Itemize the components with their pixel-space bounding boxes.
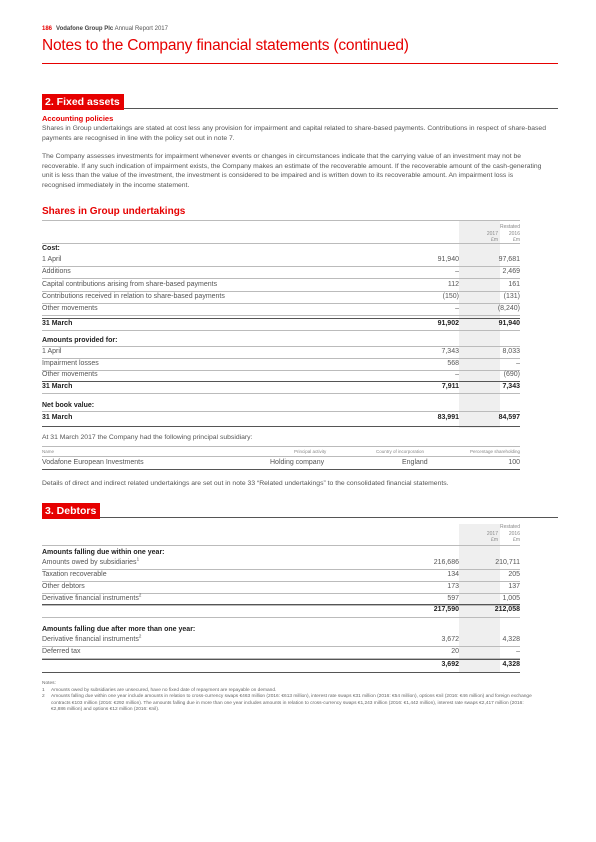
- within-one-year-heading: [42, 548, 520, 558]
- value-2016: (8,240): [497, 305, 520, 313]
- col-2017-unit: £m: [491, 237, 498, 243]
- row-label: [42, 280, 217, 290]
- value-2016: 7,343: [502, 383, 520, 390]
- subsidiary-country: England: [402, 459, 428, 466]
- footnote-item: [42, 694, 532, 714]
- footnote-ref: 1: [136, 556, 140, 562]
- row-label-text: Impairment losses: [42, 359, 99, 367]
- table-row: [42, 594, 520, 604]
- row-label-text: Taxation recoverable: [42, 571, 107, 578]
- col-2016-label: 2016: [508, 230, 520, 237]
- section-tag-fixed-assets: 2. Fixed assets: [42, 94, 124, 110]
- after-one-year-heading: [42, 625, 520, 635]
- value-2016: 161: [508, 280, 520, 288]
- subsidiary-name: Vodafone European Investments: [42, 459, 144, 466]
- debtors-col-2016: [480, 524, 520, 544]
- value-2017: 597: [447, 595, 459, 602]
- table-row: [42, 304, 520, 314]
- value-2017: 83,991: [437, 414, 459, 421]
- table-row: [42, 635, 520, 645]
- value-2017: –: [455, 268, 459, 276]
- provision-heading: [42, 336, 520, 346]
- details-note: Details of direct and indirect related undertakings are set out in note 33 “Related undertakings” to the consolidated financial statements.: [42, 480, 449, 487]
- notes-heading: Notes:: [42, 681, 56, 686]
- policy-paragraph-1: Shares in Group undertakings are stated at cost less any provision for impairment and capital related to share-based payments. Contributions in respect of share-based payments are recognised in line with the policy set out in note 7.: [42, 125, 546, 142]
- nbv-total-row: [42, 413, 520, 423]
- subsidiary-activity: Holding company: [270, 459, 325, 466]
- header-activity: Principal activity: [294, 449, 327, 454]
- row-label-text: 1 April: [42, 256, 62, 263]
- row-label: 31 March: [42, 414, 73, 421]
- value-2017: (150): [442, 292, 459, 300]
- row-label-text: Other movements: [42, 305, 98, 313]
- col-2016-unit: £m: [513, 537, 520, 543]
- row-label: [42, 304, 98, 314]
- provision-label: Amounts provided for:: [42, 337, 118, 344]
- row-label: [42, 267, 71, 277]
- row-rule: [42, 330, 520, 331]
- report-name: Annual Report 2017: [114, 26, 168, 32]
- running-header: [42, 26, 168, 32]
- footnote-number: 1: [42, 687, 45, 693]
- row-label-text: Other movements: [42, 371, 98, 378]
- table-row: [42, 280, 520, 290]
- row-label-text: Derivative financial instruments: [42, 595, 139, 602]
- row-label: 31 March: [42, 383, 73, 390]
- table-row: [42, 647, 520, 657]
- subsidiary-share: 100: [508, 459, 520, 466]
- accounting-policies-heading: Accounting policies: [42, 114, 114, 123]
- row-label: [42, 594, 141, 604]
- value-2016: –: [516, 648, 520, 655]
- row-label-text: 1 April: [42, 348, 62, 355]
- table-row: [42, 570, 520, 580]
- value-2016: 210,711: [495, 559, 520, 566]
- value-2016: 4,328: [502, 636, 520, 643]
- row-label: [42, 558, 139, 568]
- table-row: [42, 267, 520, 277]
- table-header-rule: [42, 545, 520, 546]
- col-2017-unit: £m: [491, 537, 498, 543]
- value-2017: 112: [447, 280, 459, 288]
- table-row: [42, 347, 520, 357]
- company-name: Vodafone Group Plc: [56, 26, 114, 32]
- row-label: [42, 635, 141, 645]
- value-2016: (690): [503, 371, 520, 378]
- table-row: [42, 292, 520, 302]
- subsidiary-bottom-rule: [42, 469, 520, 470]
- row-label: [42, 359, 99, 369]
- footnote-number: 2: [42, 694, 45, 699]
- within-label: Amounts falling due within one year:: [42, 549, 165, 556]
- row-label: [42, 570, 107, 580]
- after-total-row: [42, 660, 520, 670]
- value-2017: 3,692: [441, 661, 459, 668]
- col-restated-label: Restated: [499, 524, 520, 530]
- col-restated-label: Restated: [499, 224, 520, 230]
- value-2017: 134: [447, 571, 459, 578]
- value-2017: 216,686: [433, 559, 459, 566]
- row-label: [42, 292, 225, 302]
- value-2017: 173: [447, 583, 459, 590]
- footnote-text: Amounts falling due within one year include amounts in relation to cross-currency swaps €463 million (2016: €613 million), interest rate swaps €31 million (2016: €54 million), options €nil (2016: €46 million) and foreign exchange contracts €103 million (2016: €292 million). The amounts falling due in more than one year includes amounts in relation to cross-currency swaps €1,243 million (2016: €1,442 million), interest rate swaps €2,417 million (2016: €2,886 million) and options €12 million (2016: €nil).: [51, 694, 532, 712]
- row-label-text: Other debtors: [42, 583, 85, 590]
- cost-total-row: [42, 319, 520, 329]
- value-2016: 91,940: [498, 320, 520, 327]
- footnote-ref: 2: [138, 592, 142, 598]
- shares-col-2016: [480, 224, 520, 244]
- header-name: Name: [42, 449, 55, 454]
- header-share: Percentage shareholding: [469, 449, 520, 454]
- table-row: [42, 558, 520, 568]
- subsidiary-intro: At 31 March 2017 the Company had the following principal subsidiary:: [42, 434, 253, 441]
- row-label-text: Capital contributions arising from share-based payments: [42, 280, 218, 288]
- value-2016: 212,058: [494, 606, 520, 613]
- row-label: [42, 255, 61, 265]
- shares-table-heading: Shares in Group undertakings: [42, 206, 186, 217]
- value-2016: 137: [508, 583, 520, 590]
- table-row: [42, 370, 520, 380]
- footnotes: [42, 681, 532, 714]
- row-label: 31 March: [42, 320, 73, 327]
- cost-heading: [42, 244, 520, 254]
- value-2017: 7,911: [441, 383, 459, 390]
- value-2017: 91,940: [437, 256, 459, 263]
- cost-label: Cost:: [42, 245, 60, 252]
- value-2017: 3,672: [441, 636, 459, 643]
- row-label-text: Amounts owed by subsidiaries: [42, 559, 137, 566]
- col-2016-label: 2016: [508, 530, 520, 537]
- title-divider: [42, 63, 558, 64]
- table-bottom-rule: [42, 672, 520, 673]
- notes-list: [42, 688, 532, 714]
- nbv-heading: [42, 401, 520, 411]
- row-rule: [42, 411, 520, 412]
- value-2016: 4,328: [502, 661, 520, 668]
- footnote-text: Amounts owed by subsidiaries are unsecured, have no fixed date of repayment are repayable on demand.: [51, 687, 277, 693]
- row-label: [42, 370, 98, 380]
- value-2016: 8,033: [502, 348, 520, 355]
- row-label: [42, 647, 81, 657]
- header-country: Country of incorporation: [376, 449, 425, 454]
- row-label-text: Additions: [42, 268, 71, 276]
- value-2016: 97,681: [498, 256, 520, 263]
- section-tag-debtors: 3. Debtors: [42, 503, 100, 519]
- value-2017: –: [455, 305, 459, 313]
- col-2017-label: 2017: [486, 230, 498, 237]
- row-label-text: Deferred tax: [42, 648, 81, 655]
- policy-paragraph-2: The Company assesses investments for impairment whenever events or changes in circumstances indicate that the carrying value of an investment may not be recoverable. If any such indication of impairment exists, the Company makes an estimate of the recoverable amount. If the recoverable amount of the cash-generating unit is less than the value of the investment, the investment is considered to be impaired and is written down to its recoverable amount. An impairment loss is recognised immediately in the income statement.: [42, 153, 542, 189]
- table-row: [42, 582, 520, 592]
- row-rule: [42, 393, 520, 394]
- col-2017-label: 2017: [486, 530, 498, 537]
- subsidiary-top-rule: [42, 446, 520, 447]
- table-row: [42, 359, 520, 369]
- row-label: [42, 347, 61, 357]
- value-2016: 84,597: [498, 414, 520, 421]
- nbv-label: Net book value:: [42, 402, 95, 409]
- value-2016: 205: [508, 571, 520, 578]
- col-2016-unit: £m: [513, 237, 520, 243]
- value-2016: 1,005: [502, 595, 520, 602]
- row-rule: [42, 315, 520, 316]
- value-2017: 217,590: [433, 606, 459, 613]
- page-number: 186: [42, 26, 53, 32]
- after-label: Amounts falling due after more than one year:: [42, 626, 196, 633]
- value-2017: –: [455, 371, 459, 378]
- page-title: Notes to the Company financial statements (continued): [42, 37, 409, 54]
- value-2016: –: [516, 359, 520, 367]
- provision-total-row: [42, 382, 520, 392]
- row-rule: [42, 456, 520, 457]
- table-top-rule: [42, 220, 520, 221]
- row-label: [42, 582, 85, 592]
- row-label-text: Derivative financial instruments: [42, 636, 139, 643]
- section-divider: [42, 517, 558, 518]
- table-bottom-rule: [42, 426, 520, 427]
- value-2017: 7,343: [441, 348, 459, 355]
- value-2017: 91,902: [437, 320, 459, 327]
- table-row: [42, 255, 520, 265]
- footnote-ref: 2: [138, 633, 142, 639]
- value-2017: 568: [447, 359, 459, 367]
- value-2016: (131): [503, 292, 520, 300]
- row-rule: [42, 617, 520, 618]
- row-label-text: Contributions received in relation to share-based payments: [42, 292, 225, 300]
- value-2017: 20: [451, 648, 459, 655]
- within-total-row: [42, 605, 520, 615]
- value-2016: 2,469: [502, 268, 520, 276]
